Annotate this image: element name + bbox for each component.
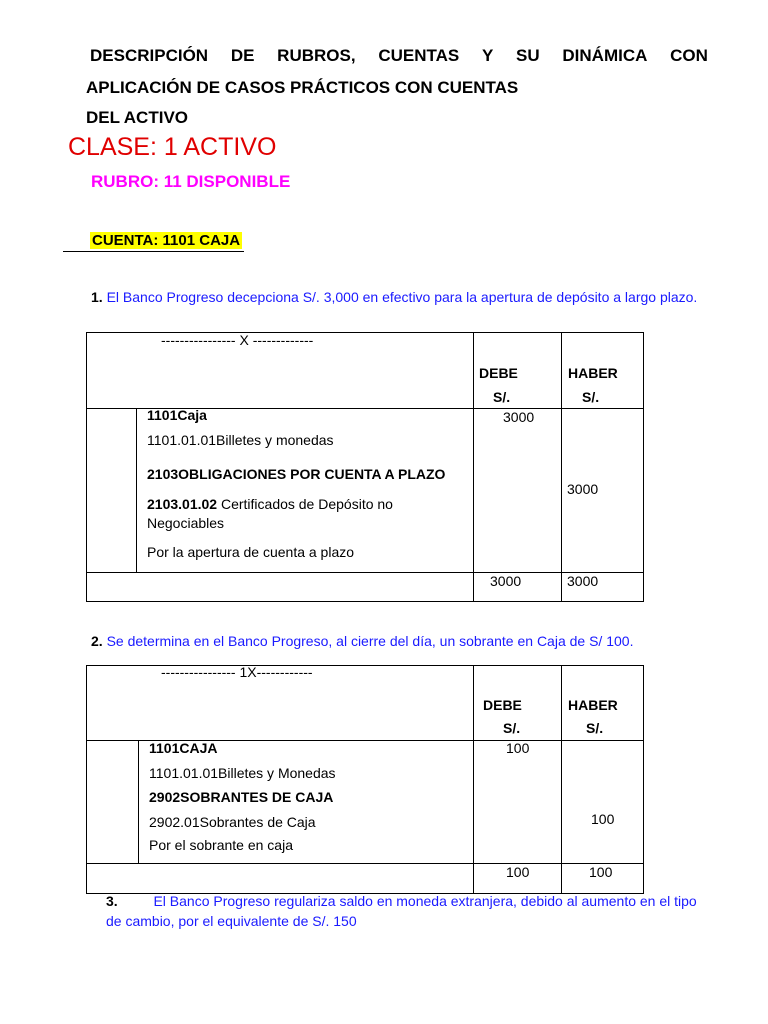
case-number: 2. — [91, 633, 103, 649]
total-credit: 3000 — [567, 573, 599, 589]
case-number: 3. — [106, 893, 118, 909]
case-1-statement — [91, 289, 697, 305]
rubro-heading: RUBRO: 11 DISPONIBLE — [91, 172, 291, 191]
credit-amount: 3000 — [567, 481, 599, 497]
debe-currency: S/. — [493, 389, 511, 405]
debit-amount: 3000 — [503, 409, 535, 425]
title-word: DINÁMICA — [562, 46, 648, 65]
title-word: Y — [481, 46, 494, 65]
case-text: El Banco Progreso regulariza saldo en moneda extranjera, debido al aumento en el tipo — [153, 893, 697, 909]
entry-gloss: Por el sobrante en caja — [149, 837, 293, 853]
account-credit: 2103OBLIGACIONES POR CUENTA A PLAZO — [147, 466, 446, 482]
haber-header: HABER — [568, 697, 618, 713]
title-word: DE — [230, 46, 255, 65]
clase-heading: CLASE: 1 ACTIVO — [68, 133, 277, 161]
cuenta-heading: CUENTA: 1101 CAJA — [92, 232, 241, 249]
title-word: SU — [516, 46, 540, 65]
document-title-line1 — [90, 46, 708, 66]
cuenta-underline — [63, 251, 244, 252]
case-3-statement-cont: de cambio, por el equivalente de S/. 150 — [106, 913, 357, 929]
credit-amount: 100 — [591, 811, 615, 827]
document-title-line2: APLICACIÓN DE CASOS PRÁCTICOS CON CUENTAS — [86, 78, 519, 97]
account-debit: 1101Caja — [147, 407, 207, 423]
document-title-line3: DEL ACTIVO — [86, 108, 189, 127]
total-debit: 100 — [506, 864, 530, 880]
subaccount-debit: 1101.01.01Billetes y Monedas — [149, 765, 336, 781]
title-word: DESCRIPCIÓN — [90, 46, 209, 65]
subaccount-credit-cont: Negociables — [147, 515, 225, 531]
haber-header: HABER — [568, 365, 618, 381]
debe-currency: S/. — [503, 720, 521, 736]
debit-amount: 100 — [506, 740, 530, 756]
total-debit: 3000 — [490, 573, 522, 589]
account-debit: 1101CAJA — [149, 740, 218, 756]
debe-header: DEBE — [479, 365, 518, 381]
journal-entry-marker: ---------------- 1X------------ — [161, 664, 313, 680]
subaccount-credit — [147, 496, 393, 512]
subaccount-name: Certificados de Depósito no — [217, 496, 393, 512]
subaccount-credit: 2902.01Sobrantes de Caja — [149, 814, 316, 830]
case-number: 1. — [91, 289, 103, 305]
account-credit: 2902SOBRANTES DE CAJA — [149, 789, 334, 805]
subaccount-debit: 1101.01.01Billetes y monedas — [147, 432, 334, 448]
entry-gloss: Por la apertura de cuenta a plazo — [147, 544, 355, 560]
haber-currency: S/. — [586, 720, 604, 736]
title-word: CUENTAS — [378, 46, 460, 65]
total-credit: 100 — [589, 864, 613, 880]
debe-header: DEBE — [483, 697, 522, 713]
journal-entry-marker: ---------------- X ------------- — [161, 332, 314, 348]
case-text: Se determina en el Banco Progreso, al cierre del día, un sobrante en Caja de S/ 100. — [106, 633, 634, 649]
title-word: CON — [670, 46, 708, 65]
title-word: RUBROS, — [277, 46, 356, 65]
subaccount-code: 2103.01.02 — [147, 496, 218, 512]
case-2-statement — [91, 633, 633, 649]
haber-currency: S/. — [582, 389, 600, 405]
case-text: El Banco Progreso decepciona S/. 3,000 en efectivo para la apertura de depósito a largo plazo. — [106, 289, 698, 305]
case-3-statement — [106, 893, 697, 909]
